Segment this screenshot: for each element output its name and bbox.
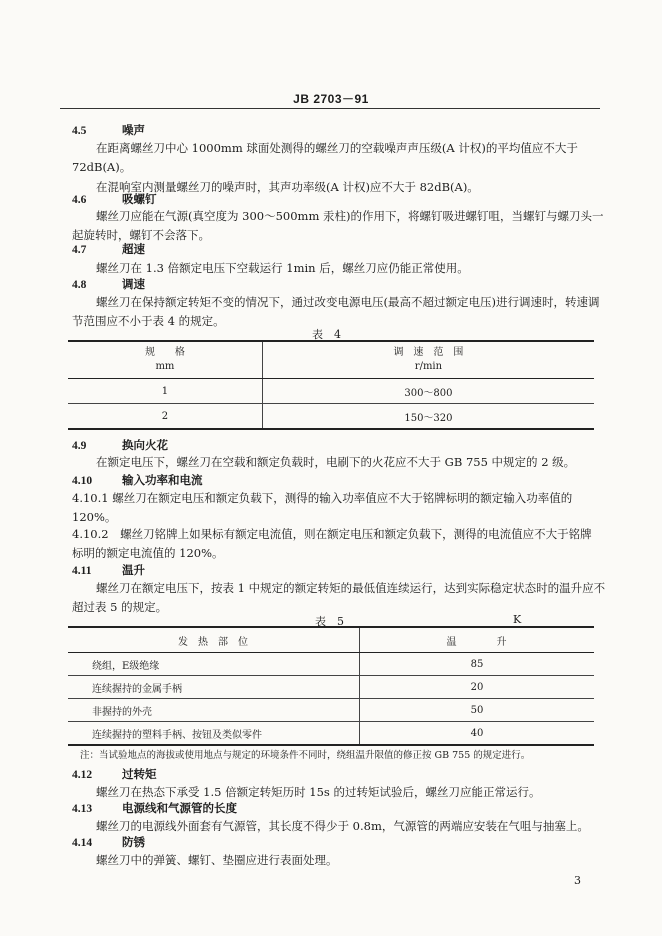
paragraph: 螺丝刀在保持额定转矩不变的情况下，通过改变电源电压(最高不超过额定电压)进行调速时，转速调 (96, 295, 600, 309)
paragraph: 72dB(A)。 (72, 160, 132, 174)
table-row (68, 404, 594, 430)
table-5-unit: K (513, 613, 522, 626)
table-cell: 20 (360, 676, 595, 699)
table-cell: 连续握持的塑料手柄、按钮及类似零件 (68, 722, 360, 746)
table-cell: 非握持的外壳 (68, 699, 360, 722)
table-cell: 85 (360, 653, 595, 676)
table-cell: 1 (68, 379, 262, 404)
section-title: 噪声 (122, 123, 145, 137)
section-title: 调速 (122, 277, 145, 291)
table-5 (68, 626, 594, 746)
section-4-14-heading (72, 834, 145, 850)
section-4-6-heading (72, 191, 157, 207)
section-4-9-heading (72, 437, 168, 453)
table-row (68, 676, 594, 699)
page-number: 3 (574, 874, 581, 887)
section-4-12-heading (72, 766, 157, 782)
paragraph: 4.10.2 螺丝刀铭牌上如果标有额定电流值，则在额定电压和额定负载下，测得的电流值应不大于铭牌 (72, 527, 592, 541)
paragraph: 标明的额定电流值的 120%。 (72, 546, 224, 560)
paragraph: 螺丝刀在 1.3 倍额定电压下空载运行 1min 后，螺丝刀应仍能正常使用。 (96, 261, 469, 275)
section-number: 4.8 (72, 279, 87, 291)
paragraph: 螺丝刀应能在气源(真空度为 300～500mm 汞柱)的作用下，将螺钉吸进螺钉咀，当螺钉与螺刀头一 (96, 209, 604, 223)
paragraph: 螺丝刀在热态下承受 1.5 倍额定转矩历时 15s 的过转矩试验后，螺丝刀应能正常运行。 (96, 785, 541, 799)
paragraph: 起旋转时，螺钉不会落下。 (72, 228, 210, 242)
section-title: 换向火花 (122, 438, 168, 452)
paragraph: 螺丝刀的电源线外面套有气源管，其长度不得少于 0.8m，气源管的两端应安装在气咀与抽塞上。 (96, 819, 589, 833)
section-title: 温升 (122, 563, 145, 577)
paragraph: 120%。 (72, 510, 117, 524)
table-header-cell (68, 341, 262, 379)
section-title: 过转矩 (122, 767, 157, 781)
section-title: 超速 (122, 242, 145, 256)
section-4-8-heading (72, 276, 145, 292)
table-cell: 40 (470, 727, 484, 739)
table-4-caption: 表 4 (312, 328, 341, 341)
section-number: 4.14 (72, 837, 93, 849)
paragraph: 在额定电压下，螺丝刀在空载和额定负载时，电刷下的火花应不大于 GB 755 中规定的 2 级。 (96, 455, 576, 469)
section-title: 输入功率和电流 (122, 473, 203, 487)
paragraph: 超过表 5 的规定。 (72, 600, 168, 614)
column-unit: mm (155, 361, 175, 372)
paragraph: 在距离螺丝刀中心 1000mm 球面处测得的螺丝刀的空载噪声声压级(A 计权)的平均值应不大于 (96, 141, 578, 155)
section-title: 吸螺钉 (122, 192, 157, 206)
column-header-spec: 规 格 (144, 347, 185, 358)
section-number: 4.5 (72, 125, 87, 137)
section-number: 4.10 (72, 475, 93, 487)
table-5-caption: 表 5 (315, 615, 344, 628)
section-number: 4.9 (72, 440, 87, 452)
table-cell: 连续握持的金属手柄 (68, 676, 360, 699)
column-header-rise: 温 升 (360, 627, 595, 653)
table-note: 注：当试验地点的海拔或使用地点与规定的环境条件不同时，绕组温升限值的修正按 GB 755 的规定进行。 (80, 750, 531, 761)
table-4 (68, 340, 594, 430)
section-4-13-heading (72, 800, 237, 816)
section-number: 4.6 (72, 194, 87, 206)
table-cell: 300～800 (262, 379, 594, 404)
table-row (68, 379, 594, 404)
header-rule (60, 108, 600, 109)
section-4-10-heading (72, 472, 203, 488)
section-number: 4.13 (72, 803, 93, 815)
section-number: 4.12 (72, 769, 93, 781)
section-number: 4.11 (72, 565, 92, 577)
column-unit: r/min (414, 361, 443, 372)
table-row (68, 722, 594, 746)
table-row (68, 653, 594, 676)
table-cell: 150～320 (404, 412, 453, 424)
section-4-7-heading (72, 241, 145, 257)
table-header-cell (262, 341, 594, 379)
table-cell: 绕组，E级绝缘 (68, 653, 360, 676)
table-row (68, 699, 594, 722)
column-header-range: 调 速 范 围 (393, 347, 464, 358)
column-header-part: 发 热 部 位 (68, 627, 360, 653)
section-number: 4.7 (72, 244, 87, 256)
paragraph: 螺丝刀在额定电压下，按表 1 中规定的额定转矩的最低值连续运行，达到实际稳定状态时的温升应不 (96, 581, 606, 595)
section-title: 防锈 (122, 835, 145, 849)
paragraph: 节范围应不小于表 4 的规定。 (72, 314, 225, 328)
paragraph: 螺丝刀中的弹簧、螺钉、垫圈应进行表面处理。 (96, 853, 338, 867)
table-cell: 2 (68, 404, 262, 430)
paragraph: 在混响室内测量螺丝刀的噪声时，其声功率级(A 计权)应不大于 82dB(A)。 (96, 180, 479, 194)
section-4-5-heading (72, 122, 145, 138)
document-header: JB 2703－91 (293, 92, 369, 106)
table-cell: 50 (360, 699, 595, 722)
paragraph: 4.10.1 螺丝刀在额定电压和额定负载下，测得的输入功率值应不大于铭牌标明的额定输入功率值的 (72, 491, 573, 505)
section-4-11-heading (72, 562, 145, 578)
section-title: 电源线和气源管的长度 (122, 801, 237, 815)
